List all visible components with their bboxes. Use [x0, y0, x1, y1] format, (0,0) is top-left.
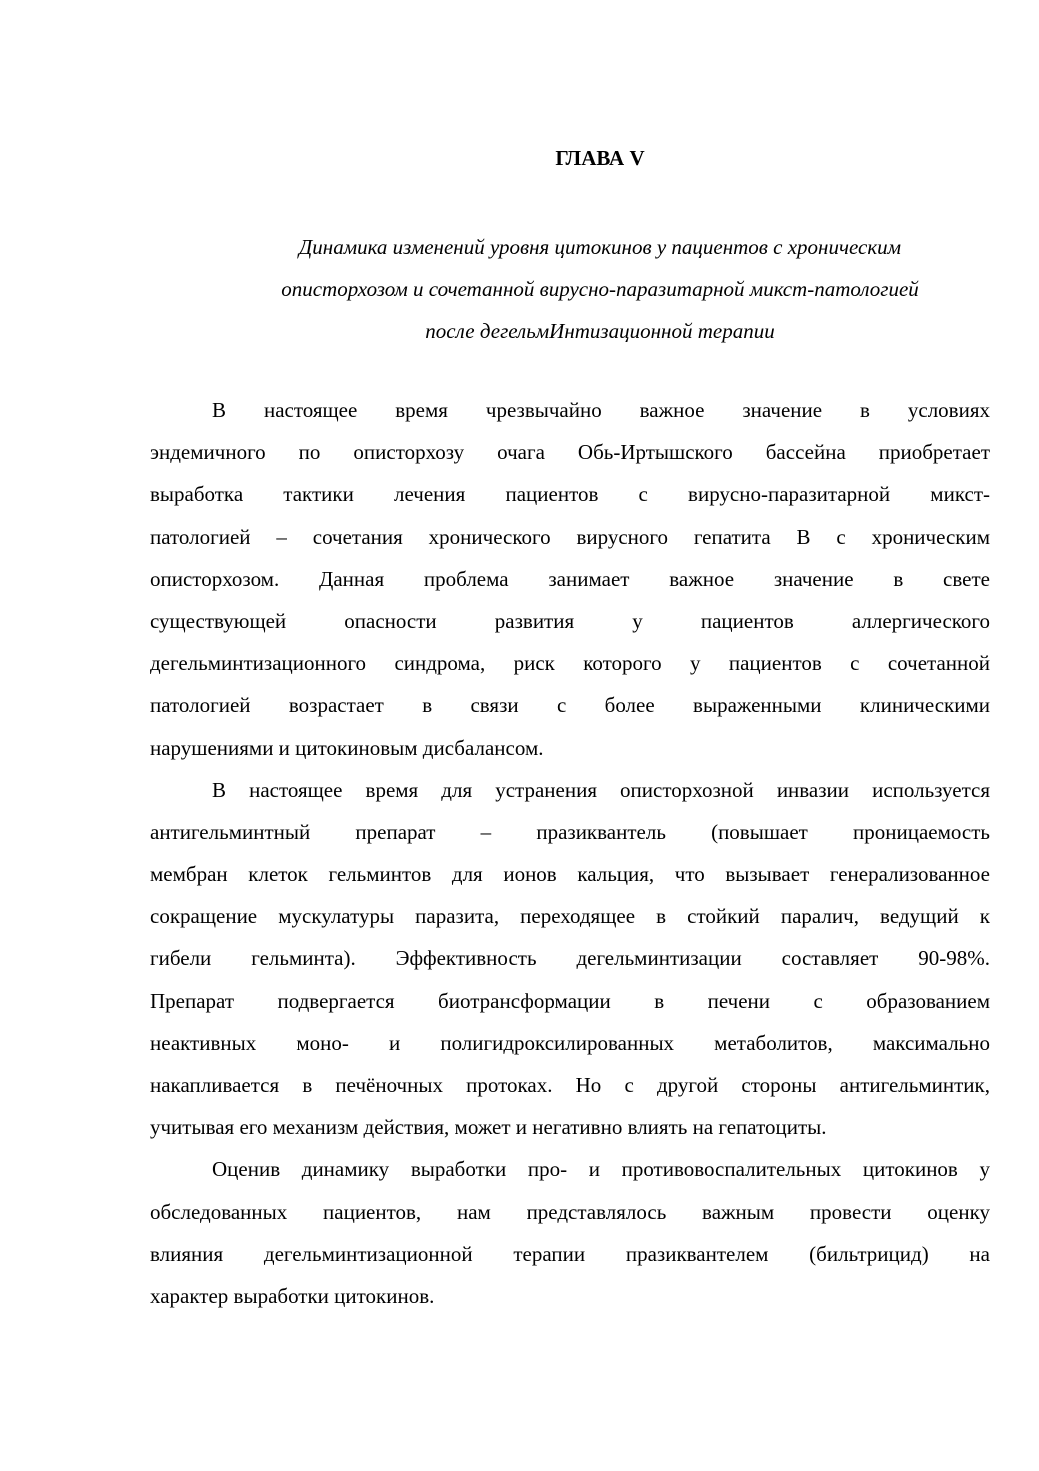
paragraph-line: Оценив динамику выработки про- и противовоспалительных цитокинов у: [212, 1157, 990, 1182]
paragraph-line: гибели гельминта). Эффективность дегельминтизации составляет 90-98%.: [150, 946, 990, 971]
paragraph-line: В настоящее время для устранения описторхозной инвазии используется: [212, 777, 990, 802]
paragraph-line: патологией возрастает в связи с более выраженными клиническими: [150, 693, 990, 718]
paragraph-line: выработка тактики лечения пациентов с вирусно-паразитарной микст-: [150, 482, 990, 507]
body-text: [150, 389, 990, 1317]
subtitle-line: после дегельмИнтизационной терапии: [425, 319, 775, 343]
paragraph-line: мембран клеток гельминтов для ионов кальция, что вызывает генерализованное: [150, 862, 990, 887]
paragraph-line: эндемичного по описторхозу очага Обь-Иртышского бассейна приобретает: [150, 440, 990, 465]
paragraph-line: патологией – сочетания хронического вирусного гепатита В с хроническим: [150, 524, 990, 549]
paragraph-line: описторхозом. Данная проблема занимает важное значение в свете: [150, 566, 990, 591]
paragraph-line: Препарат подвергается биотрансформации в печени с образованием: [150, 988, 990, 1013]
paragraph-line: характер выработки цитокинов.: [150, 1283, 435, 1308]
paragraph-line: неактивных моно- и полигидроксилированных метаболитов, максимально: [150, 1030, 990, 1055]
paragraph-line: антигельминтный препарат – празиквантель (повышает проницаемость: [150, 819, 990, 844]
paragraph-line: нарушениями и цитокиновым дисбалансом.: [150, 735, 544, 760]
subtitle-line: описторхозом и сочетанной вирусно-паразитарной микст-патологией: [281, 277, 919, 301]
paragraph-line: дегельминтизационного синдрома, риск которого у пациентов с сочетанной: [150, 651, 990, 676]
paragraph-line: учитывая его механизм действия, может и негативно влиять на гепатоциты.: [150, 1115, 827, 1140]
paragraph-line: обследованных пациентов, нам представлялось важным провести оценку: [150, 1199, 990, 1224]
paragraph-line: накапливается в печёночных протоках. Но с другой стороны антигельминтик,: [150, 1073, 990, 1097]
paragraph-line: В настоящее время чрезвычайно важное значение в условиях: [212, 398, 990, 422]
chapter-title: ГЛАВА V: [555, 146, 645, 170]
paragraph-line: существующей опасности развития у пациентов аллергического: [150, 608, 990, 633]
paragraph-line: влияния дегельминтизационной терапии празиквантелем (бильтрицид) на: [150, 1241, 990, 1266]
subtitle-line: Динамика изменений уровня цитокинов у пациентов с хроническим: [298, 235, 902, 259]
paragraph-line: сокращение мускулатуры паразита, переходящее в стойкий паралич, ведущий к: [150, 904, 990, 929]
chapter-subtitle: [150, 226, 1039, 352]
